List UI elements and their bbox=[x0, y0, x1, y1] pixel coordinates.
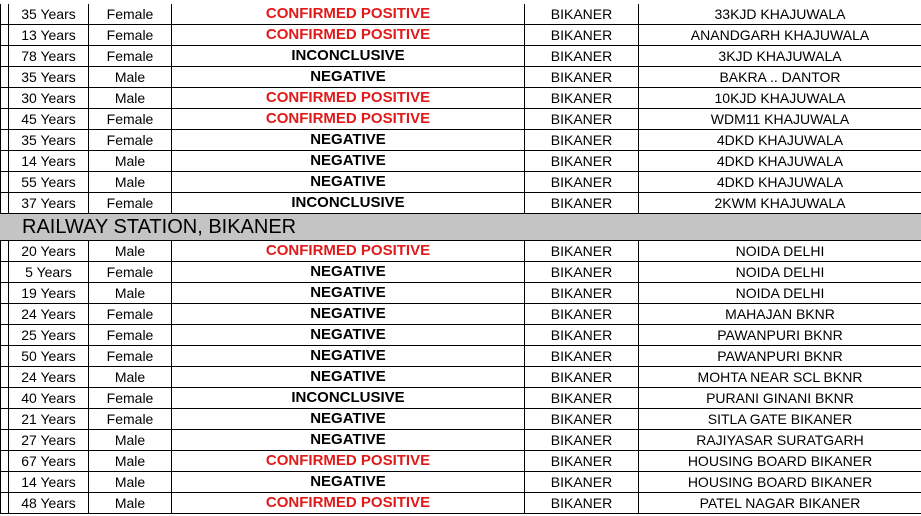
row-edge bbox=[0, 451, 8, 471]
table-row bbox=[0, 409, 921, 430]
table-row bbox=[0, 241, 921, 262]
result-cell: NEGATIVE bbox=[171, 472, 524, 492]
age-cell: 40 Years bbox=[8, 388, 88, 408]
table-row bbox=[0, 25, 921, 46]
address-cell: HOUSING BOARD BIKANER bbox=[638, 451, 921, 471]
address-cell: 3KJD KHAJUWALA bbox=[638, 46, 921, 66]
age-cell: 14 Years bbox=[8, 151, 88, 171]
gender-cell: Female bbox=[88, 193, 171, 213]
age-cell: 19 Years bbox=[8, 283, 88, 303]
row-edge bbox=[0, 346, 8, 366]
row-edge bbox=[0, 472, 8, 492]
gender-cell: Male bbox=[88, 88, 171, 108]
result-cell: NEGATIVE bbox=[171, 430, 524, 450]
address-cell: BAKRA .. DANTOR bbox=[638, 67, 921, 87]
row-edge bbox=[0, 430, 8, 450]
table-row bbox=[0, 346, 921, 367]
gender-cell: Male bbox=[88, 241, 171, 261]
age-cell: 55 Years bbox=[8, 172, 88, 192]
district-cell: BIKANER bbox=[524, 409, 638, 429]
table-row bbox=[0, 325, 921, 346]
age-cell: 24 Years bbox=[8, 367, 88, 387]
address-cell: 33KJD KHAJUWALA bbox=[638, 4, 921, 24]
gender-cell: Male bbox=[88, 430, 171, 450]
section-title: RAILWAY STATION, BIKANER bbox=[22, 216, 297, 238]
district-cell: BIKANER bbox=[524, 472, 638, 492]
age-cell: 20 Years bbox=[8, 241, 88, 261]
age-cell: 45 Years bbox=[8, 109, 88, 129]
result-cell: NEGATIVE bbox=[171, 304, 524, 324]
address-cell: SITLA GATE BIKANER bbox=[638, 409, 921, 429]
result-cell: CONFIRMED POSITIVE bbox=[171, 451, 524, 471]
age-cell: 24 Years bbox=[8, 304, 88, 324]
table-row bbox=[0, 472, 921, 493]
row-edge bbox=[0, 88, 8, 108]
row-edge bbox=[0, 25, 8, 45]
district-cell: BIKANER bbox=[524, 493, 638, 513]
district-cell: BIKANER bbox=[524, 67, 638, 87]
table-row bbox=[0, 67, 921, 88]
gender-cell: Female bbox=[88, 346, 171, 366]
district-cell: BIKANER bbox=[524, 346, 638, 366]
age-cell: 13 Years bbox=[8, 25, 88, 45]
district-cell: BIKANER bbox=[524, 283, 638, 303]
result-cell: CONFIRMED POSITIVE bbox=[171, 493, 524, 513]
address-cell: NOIDA DELHI bbox=[638, 262, 921, 282]
result-cell: INCONCLUSIVE bbox=[171, 46, 524, 66]
age-cell: 50 Years bbox=[8, 346, 88, 366]
table-row bbox=[0, 4, 921, 25]
address-cell: PATEL NAGAR BIKANER bbox=[638, 493, 921, 513]
gender-cell: Male bbox=[88, 451, 171, 471]
row-edge bbox=[0, 241, 8, 261]
result-cell: NEGATIVE bbox=[171, 325, 524, 345]
row-edge bbox=[0, 172, 8, 192]
row-edge bbox=[0, 325, 8, 345]
gender-cell: Female bbox=[88, 130, 171, 150]
table-row bbox=[0, 193, 921, 214]
address-cell: 2KWM KHAJUWALA bbox=[638, 193, 921, 213]
address-cell: PAWANPURI BKNR bbox=[638, 325, 921, 345]
district-cell: BIKANER bbox=[524, 25, 638, 45]
row-edge bbox=[0, 151, 8, 171]
result-cell: NEGATIVE bbox=[171, 67, 524, 87]
gender-cell: Male bbox=[88, 493, 171, 513]
result-cell: INCONCLUSIVE bbox=[171, 388, 524, 408]
address-cell: ANANDGARH KHAJUWALA bbox=[638, 25, 921, 45]
address-cell: PURANI GINANI BKNR bbox=[638, 388, 921, 408]
age-cell: 5 Years bbox=[8, 262, 88, 282]
table-row bbox=[0, 367, 921, 388]
gender-cell: Male bbox=[88, 67, 171, 87]
result-cell: NEGATIVE bbox=[171, 172, 524, 192]
gender-cell: Female bbox=[88, 304, 171, 324]
table-row bbox=[0, 262, 921, 283]
table-row bbox=[0, 151, 921, 172]
row-edge bbox=[0, 367, 8, 387]
row-edge bbox=[0, 130, 8, 150]
district-cell: BIKANER bbox=[524, 430, 638, 450]
address-cell: RAJIYASAR SURATGARH bbox=[638, 430, 921, 450]
result-cell: CONFIRMED POSITIVE bbox=[171, 4, 524, 24]
row-edge bbox=[0, 4, 8, 24]
district-cell: BIKANER bbox=[524, 172, 638, 192]
age-cell: 35 Years bbox=[8, 130, 88, 150]
table-row bbox=[0, 430, 921, 451]
result-cell: NEGATIVE bbox=[171, 409, 524, 429]
gender-cell: Male bbox=[88, 283, 171, 303]
gender-cell: Female bbox=[88, 409, 171, 429]
age-cell: 21 Years bbox=[8, 409, 88, 429]
district-cell: BIKANER bbox=[524, 388, 638, 408]
district-cell: BIKANER bbox=[524, 88, 638, 108]
age-cell: 30 Years bbox=[8, 88, 88, 108]
table-row bbox=[0, 172, 921, 193]
gender-cell: Male bbox=[88, 151, 171, 171]
gender-cell: Male bbox=[88, 472, 171, 492]
row-edge bbox=[0, 409, 8, 429]
table-row bbox=[0, 88, 921, 109]
result-cell: NEGATIVE bbox=[171, 346, 524, 366]
result-cell: NEGATIVE bbox=[171, 283, 524, 303]
row-edge bbox=[0, 67, 8, 87]
result-cell: CONFIRMED POSITIVE bbox=[171, 241, 524, 261]
district-cell: BIKANER bbox=[524, 367, 638, 387]
row-edge bbox=[0, 46, 8, 66]
gender-cell: Female bbox=[88, 4, 171, 24]
table-row bbox=[0, 451, 921, 472]
row-edge bbox=[0, 493, 8, 513]
district-cell: BIKANER bbox=[524, 304, 638, 324]
district-cell: BIKANER bbox=[524, 109, 638, 129]
gender-cell: Female bbox=[88, 109, 171, 129]
age-cell: 37 Years bbox=[8, 193, 88, 213]
result-cell: INCONCLUSIVE bbox=[171, 193, 524, 213]
age-cell: 78 Years bbox=[8, 46, 88, 66]
gender-cell: Female bbox=[88, 388, 171, 408]
row-edge bbox=[0, 388, 8, 408]
age-cell: 48 Years bbox=[8, 493, 88, 513]
address-cell: 4DKD KHAJUWALA bbox=[638, 151, 921, 171]
table-row bbox=[0, 46, 921, 67]
district-cell: BIKANER bbox=[524, 451, 638, 471]
gender-cell: Female bbox=[88, 25, 171, 45]
age-cell: 35 Years bbox=[8, 4, 88, 24]
result-cell: CONFIRMED POSITIVE bbox=[171, 109, 524, 129]
gender-cell: Female bbox=[88, 262, 171, 282]
age-cell: 25 Years bbox=[8, 325, 88, 345]
result-cell: NEGATIVE bbox=[171, 262, 524, 282]
result-cell: NEGATIVE bbox=[171, 151, 524, 171]
district-cell: BIKANER bbox=[524, 193, 638, 213]
table-row bbox=[0, 304, 921, 325]
row-edge bbox=[0, 283, 8, 303]
address-cell: MOHTA NEAR SCL BKNR bbox=[638, 367, 921, 387]
district-cell: BIKANER bbox=[524, 241, 638, 261]
table-row bbox=[0, 493, 921, 514]
result-cell: CONFIRMED POSITIVE bbox=[171, 88, 524, 108]
district-cell: BIKANER bbox=[524, 4, 638, 24]
table-row bbox=[0, 130, 921, 151]
result-cell: NEGATIVE bbox=[171, 130, 524, 150]
district-cell: BIKANER bbox=[524, 46, 638, 66]
section-header-row bbox=[0, 213, 921, 241]
age-cell: 35 Years bbox=[8, 67, 88, 87]
district-cell: BIKANER bbox=[524, 130, 638, 150]
address-cell: 4DKD KHAJUWALA bbox=[638, 130, 921, 150]
address-cell: PAWANPURI BKNR bbox=[638, 346, 921, 366]
district-cell: BIKANER bbox=[524, 262, 638, 282]
table-row bbox=[0, 388, 921, 409]
result-cell: NEGATIVE bbox=[171, 367, 524, 387]
row-edge bbox=[0, 109, 8, 129]
gender-cell: Male bbox=[88, 172, 171, 192]
address-cell: 10KJD KHAJUWALA bbox=[638, 88, 921, 108]
row-edge bbox=[0, 304, 8, 324]
district-cell: BIKANER bbox=[524, 325, 638, 345]
age-cell: 14 Years bbox=[8, 472, 88, 492]
row-edge bbox=[0, 193, 8, 213]
gender-cell: Female bbox=[88, 325, 171, 345]
table-row bbox=[0, 283, 921, 304]
address-cell: HOUSING BOARD BIKANER bbox=[638, 472, 921, 492]
address-cell: WDM11 KHAJUWALA bbox=[638, 109, 921, 129]
address-cell: MAHAJAN BKNR bbox=[638, 304, 921, 324]
row-edge bbox=[0, 262, 8, 282]
age-cell: 27 Years bbox=[8, 430, 88, 450]
table-row bbox=[0, 109, 921, 130]
result-cell: CONFIRMED POSITIVE bbox=[171, 25, 524, 45]
district-cell: BIKANER bbox=[524, 151, 638, 171]
address-cell: 4DKD KHAJUWALA bbox=[638, 172, 921, 192]
address-cell: NOIDA DELHI bbox=[638, 283, 921, 303]
gender-cell: Male bbox=[88, 367, 171, 387]
gender-cell: Female bbox=[88, 46, 171, 66]
age-cell: 67 Years bbox=[8, 451, 88, 471]
address-cell: NOIDA DELHI bbox=[638, 241, 921, 261]
